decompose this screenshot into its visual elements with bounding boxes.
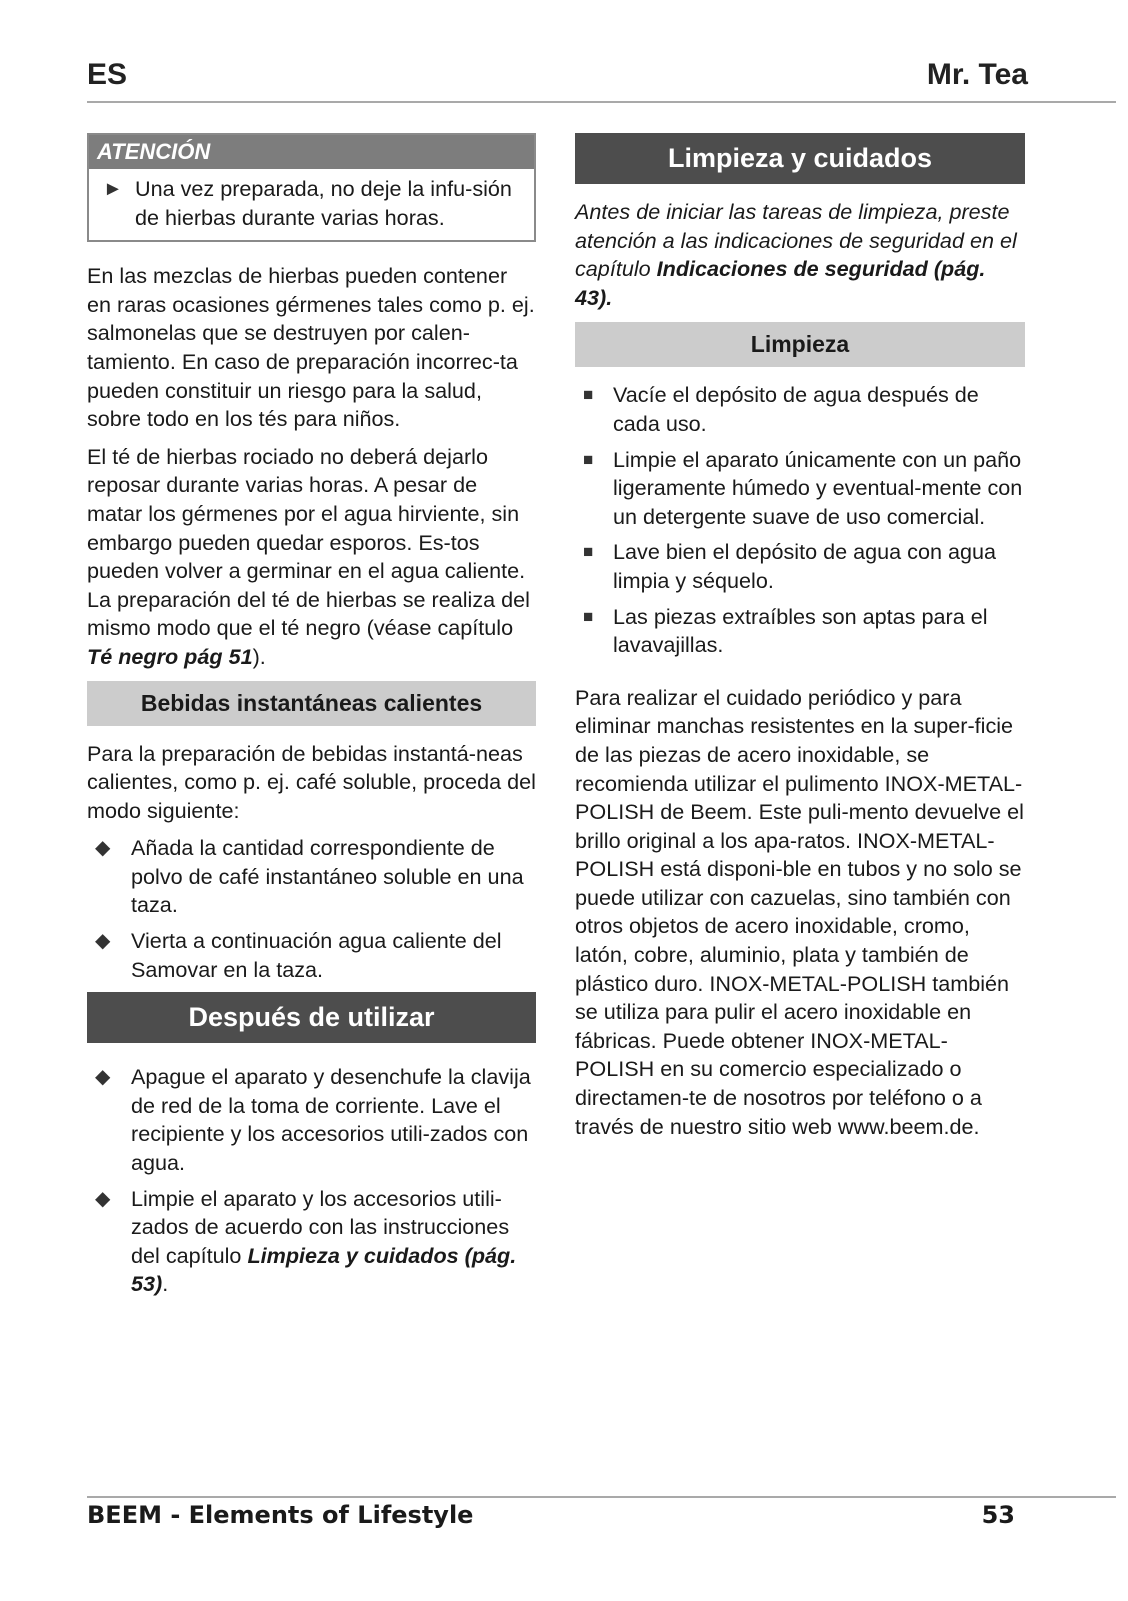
square-bullet-icon: ■ bbox=[583, 449, 594, 469]
after-use-steps bbox=[87, 1063, 536, 1299]
attention-heading: ATENCIÓN bbox=[89, 135, 534, 169]
black-tea-reference: Té negro pág 51 bbox=[87, 643, 253, 669]
after-use-heading: Después de utilizar bbox=[87, 992, 536, 1043]
cleaning-subheading: Limpieza bbox=[575, 322, 1025, 367]
page-number: 53 bbox=[981, 1501, 1015, 1529]
cleaning-list bbox=[575, 381, 1025, 659]
diamond-bullet-icon: ◆ bbox=[95, 1066, 111, 1089]
right-column bbox=[575, 133, 1025, 1150]
germs-paragraph: En las mezclas de hierbas pueden contener en raras ocasiones gérmenes tales como p. ej. salmonelas que se destruyen por calen-tamiento. En caso de preparación incorrec-ta pueden constituir un riesgo para la salud, sobre todo en los tés para niños. bbox=[87, 263, 535, 432]
header-language: ES bbox=[87, 58, 128, 91]
herbal-tea-paragraph: El té de hierbas rociado no deberá dejarlo reposar durante varias horas. A pesar de matar los gérmenes por el agua hirviente, sin embargo pueden quedar esporos. Es-tos pueden volver a germinar en el agua caliente. La preparación del té de hierbas se realiza del mismo modo que el té negro (véase capítulo Té negro pág 51). bbox=[87, 443, 530, 669]
square-bullet-icon: ■ bbox=[583, 606, 594, 626]
attention-body bbox=[89, 169, 534, 240]
list-item: ■ Vacíe el depósito de agua después de cada uso. bbox=[575, 381, 1025, 438]
attention-box bbox=[87, 133, 536, 242]
instant-drinks-intro: Para la preparación de bebidas instantá-neas calientes, como p. ej. café soluble, proceda del modo siguiente: bbox=[87, 740, 536, 823]
cleaning-care-heading: Limpieza y cuidados bbox=[575, 133, 1025, 184]
list-item: ■ Las piezas extraíbles son aptas para el lavavajillas. bbox=[575, 603, 1025, 660]
care-paragraph: Para realizar el cuidado periódico y para eliminar manchas resistentes en la super-ficie de las piezas de acero inoxidable, se recomienda utilizar el pulimento INOX-METAL-POLISH de Beem. Este puli-mento devuelve el brillo original a los apa-ratos. INOX-METAL-POLISH está disponi-ble en tubos y no solo se puede utilizar con cazuelas, sino también con otros objetos de acero inoxidable, cromo, latón, cobre, aluminio, plata y también de plástico duro. INOX-METAL-POLISH también se utiliza para pulir el acero inoxidable en fábricas. Puede obtener INOX-METAL-POLISH en su comercio especializado o directamen-te de nosotros por teléfono o a través de nuestro sitio web www.beem.de. bbox=[575, 684, 1024, 1139]
list-item: ■ Limpie el aparato únicamente con un paño ligeramente húmedo y eventual-mente con un detergente suave de uso comercial. bbox=[575, 446, 1025, 532]
cleaning-intro: Antes de iniciar las tareas de limpieza, preste atención a las indicaciones de seguridad en el capítulo Indicaciones de seguridad (pág. 43). bbox=[575, 199, 1017, 310]
attention-text: Una vez preparada, no deje la infu-sión de hierbas durante varias horas. bbox=[135, 176, 512, 230]
instant-drinks-steps bbox=[87, 834, 536, 984]
diamond-bullet-icon: ◆ bbox=[95, 837, 111, 860]
footer-brand: BEEM - Elements of Lifestyle bbox=[87, 1501, 474, 1529]
list-item: ◆ Apague el aparato y desenchufe la clavija de red de la toma de corriente. Lave el recipiente y los accesorios utili-zados con agua. bbox=[87, 1063, 536, 1177]
list-item: ◆ Añada la cantidad correspondiente de polvo de café instantáneo soluble en una taza. bbox=[87, 834, 536, 920]
footer-rule bbox=[87, 1496, 1116, 1498]
cleaning-reference: Limpieza y cuidados (pág. 53) bbox=[131, 1242, 517, 1297]
arrow-right-icon: ► bbox=[103, 178, 123, 200]
safety-reference: Indicaciones de seguridad (pág. 43). bbox=[575, 256, 986, 310]
square-bullet-icon: ■ bbox=[583, 542, 594, 562]
diamond-bullet-icon: ◆ bbox=[95, 930, 111, 953]
instant-drinks-heading: Bebidas instantáneas calientes bbox=[87, 681, 536, 726]
square-bullet-icon: ■ bbox=[583, 385, 594, 405]
diamond-bullet-icon: ◆ bbox=[95, 1187, 111, 1210]
list-item: ■ Lave bien el depósito de agua con agua limpia y séquelo. bbox=[575, 538, 1025, 595]
header-product-name: Mr. Tea bbox=[926, 58, 1028, 91]
left-column bbox=[87, 133, 536, 1306]
list-item: ◆ Vierta a continuación agua caliente del Samovar en la taza. bbox=[87, 927, 536, 984]
list-item: ◆ Limpie el aparato y los accesorios utili-zados de acuerdo con las instrucciones del capítulo Limpieza y cuidados (pág. 53). bbox=[87, 1185, 536, 1299]
header-rule bbox=[87, 101, 1116, 103]
